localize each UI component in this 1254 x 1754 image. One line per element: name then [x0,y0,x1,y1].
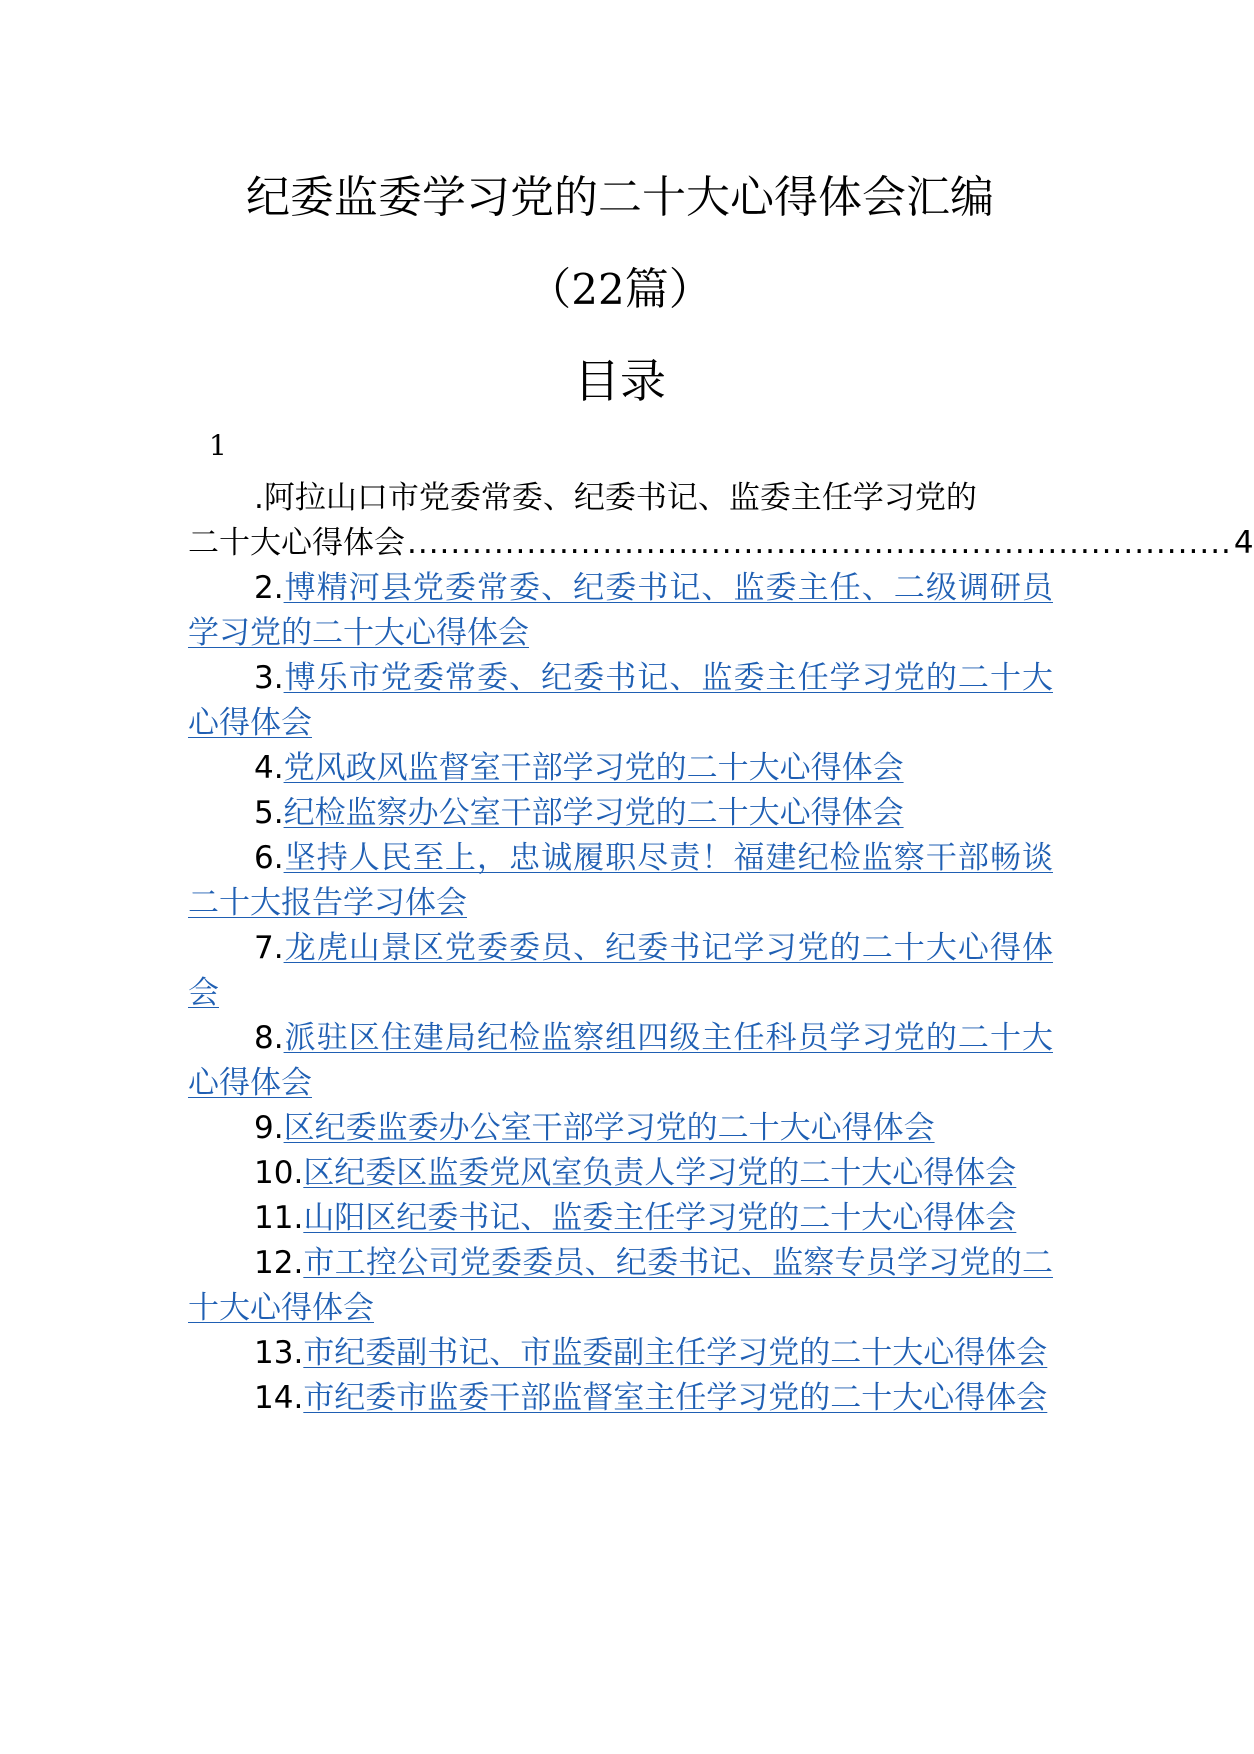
toc-entry [188,791,1053,836]
toc-entry [188,1106,1053,1151]
toc-entry-number: 8. [254,1020,284,1056]
toc-entry-link[interactable]: 博乐市党委常委、纪委书记、监委主任学习党的二十大心得体会 [188,660,1053,741]
toc-entry-list [188,566,1053,1421]
subtitle-count: 22 [571,265,625,314]
toc-entry-link[interactable]: 山阳区纪委书记、监委主任学习党的二十大心得体会 [303,1200,1017,1236]
toc-entry-link[interactable]: 市纪委市监委干部监督室主任学习党的二十大心得体会 [303,1380,1048,1416]
toc-entry-link[interactable]: 龙虎山景区党委委员、纪委书记学习党的二十大心得体会 [188,930,1053,1011]
toc-entry-number: 13. [254,1335,304,1371]
toc-entry-number: 6. [254,840,284,876]
toc-entry-1-line1: .阿拉山口市党委常委、纪委书记、监委主任学习党的 [254,480,977,516]
toc-entry-number: 14. [254,1380,304,1416]
subtitle-unit: 篇 [624,264,669,315]
toc-entry-number: 7. [254,930,284,966]
toc-entry-1-tail: 二十大心得体会 [188,525,405,561]
toc-entry-number: 5. [254,795,284,831]
toc-dot-leader: ............................................................................ [407,525,1232,561]
toc-entry-link[interactable]: 区纪委监委办公室干部学习党的二十大心得体会 [283,1110,935,1146]
toc-entry [188,1376,1053,1421]
toc-entry-link[interactable]: 派驻区住建局纪检监察组四级主任科员学习党的二十大心得体会 [188,1020,1053,1101]
toc-entry [188,746,1053,791]
toc-entry [188,1016,1053,1106]
document-title: 纪委监委学习党的二十大心得体会汇编 [246,172,994,223]
subtitle-open-paren: （ [527,264,572,315]
toc-entry [188,1241,1053,1331]
toc-entry-number: 9. [254,1110,284,1146]
subtitle-close-paren: ） [668,264,713,315]
table-of-contents [188,476,1254,1421]
toc-entry [188,836,1053,926]
toc-entry [188,1151,1053,1196]
toc-entry-number: 11. [254,1200,304,1236]
toc-entry [188,1196,1053,1241]
toc-entry-link[interactable]: 区纪委区监委党风室负责人学习党的二十大心得体会 [303,1155,1017,1191]
toc-entry-link[interactable]: 博精河县党委常委、纪委书记、监委主任、二级调研员学习党的二十大心得体会 [188,570,1053,651]
toc-entry-link[interactable]: 市工控公司党委委员、纪委书记、监察专员学习党的二十大心得体会 [188,1245,1053,1326]
toc-entry [188,566,1053,656]
toc-heading: 目录 [574,354,666,408]
toc-entry [188,656,1053,746]
toc-entry-1-line2 [188,521,1254,566]
document-subtitle [0,262,1240,318]
toc-entry-number: 2. [254,570,284,606]
toc-page-number: 4 [1233,525,1254,561]
toc-entry-number: 10. [254,1155,304,1191]
stray-number: 1 [209,429,227,462]
toc-entry [188,926,1053,1016]
toc-entry-number: 3. [254,660,284,696]
toc-entry-link[interactable]: 坚持人民至上，忠诚履职尽责！福建纪检监察干部畅谈二十大报告学习体会 [188,840,1053,921]
toc-entry-1[interactable] [188,476,1254,566]
toc-entry-number: 4. [254,750,284,786]
toc-entry-link[interactable]: 市纪委副书记、市监委副主任学习党的二十大心得体会 [303,1335,1048,1371]
toc-entry-link[interactable]: 党风政风监督室干部学习党的二十大心得体会 [283,750,904,786]
toc-entry-number: 12. [254,1245,304,1281]
toc-entry [188,1331,1053,1376]
toc-entry-link[interactable]: 纪检监察办公室干部学习党的二十大心得体会 [283,795,904,831]
